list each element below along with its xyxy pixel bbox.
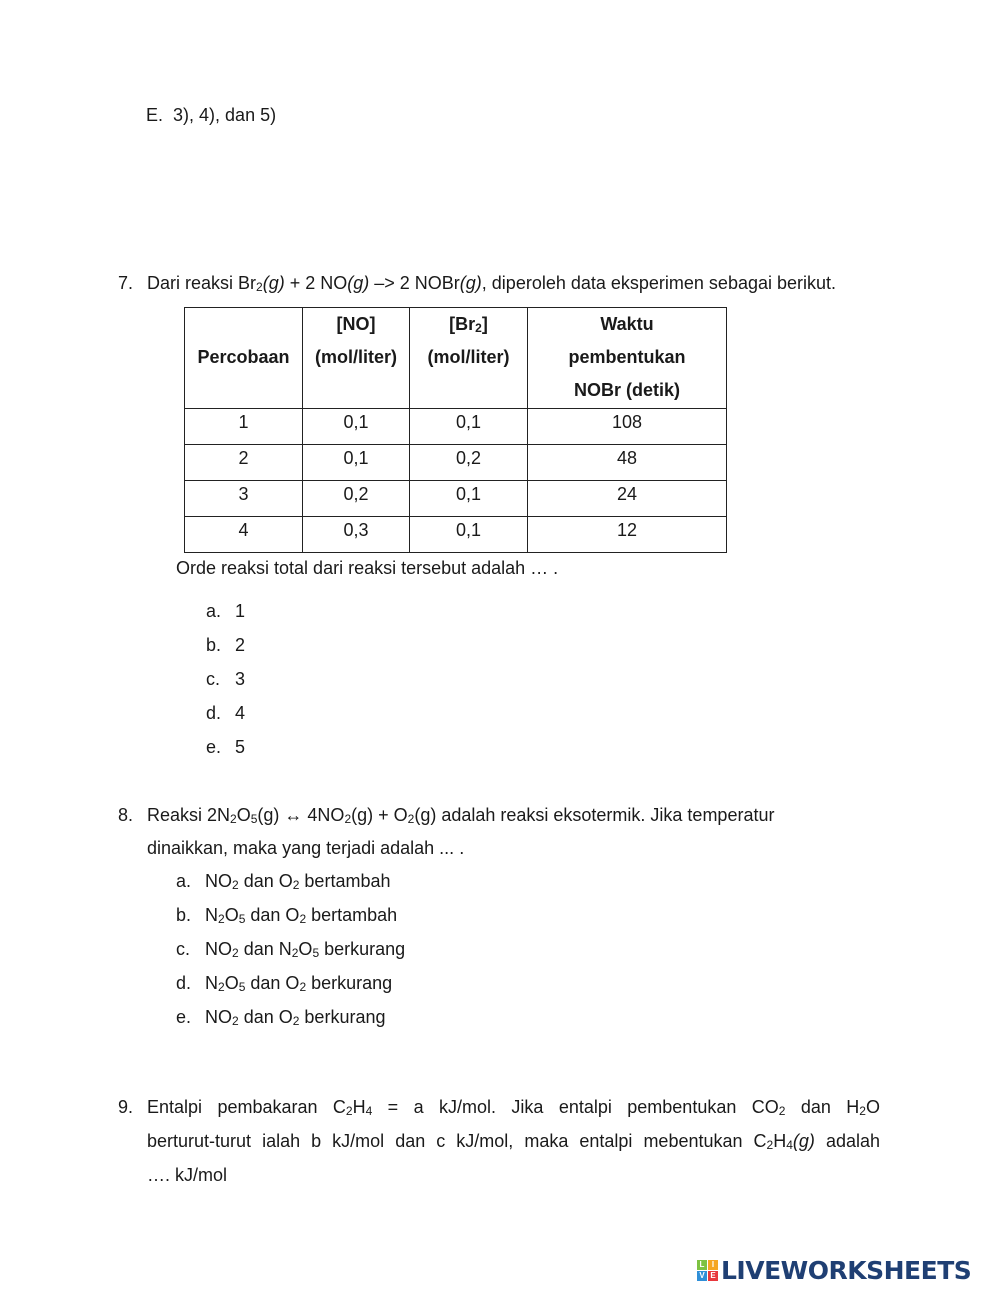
logo-block: L (697, 1260, 707, 1270)
text-segment: NO (205, 1007, 232, 1027)
question-9-line-3: …. kJ/mol (147, 1165, 228, 1185)
table-cell: 2 (185, 445, 303, 481)
experiment-table (184, 307, 727, 553)
subscript: 5 (238, 912, 246, 926)
subscript: 2 (299, 980, 307, 994)
table-cell: 0,2 (303, 481, 410, 517)
table-cell: 48 (528, 445, 727, 481)
table-header-row (185, 308, 727, 409)
subscript: 2 (859, 1104, 866, 1118)
option-d[interactable] (176, 972, 393, 994)
option-letter: a. (176, 871, 192, 891)
text-segment: O (224, 905, 239, 925)
table-cell: 1 (185, 409, 303, 445)
text-segment: Dari reaksi Br (147, 273, 257, 293)
text-segment: NO (205, 871, 232, 891)
subscript: 2 (299, 912, 307, 926)
prev-option-e (146, 104, 276, 126)
text-segment: + 2 NO (284, 273, 348, 293)
subscript: 5 (312, 946, 320, 960)
option-c[interactable] (176, 938, 406, 960)
liveworksheets-logo (697, 1256, 971, 1285)
text-segment: (g) (347, 273, 370, 293)
logo-blocks-icon (697, 1260, 718, 1281)
text-segment: H (773, 1131, 787, 1151)
table-cell: 0,3 (303, 517, 410, 553)
question-9-line-1 (147, 1096, 880, 1118)
logo-block: V (697, 1271, 707, 1281)
subscript: 2 (232, 1014, 239, 1028)
option-a[interactable] (206, 600, 246, 622)
subscript: 2 (218, 980, 225, 994)
text-segment: NO (205, 939, 232, 959)
option-b[interactable] (176, 904, 398, 926)
text-segment: (g) (792, 1131, 815, 1151)
text-segment: O (236, 805, 251, 825)
text-segment: –> 2 NOBr (369, 273, 460, 293)
option-letter: d. (206, 703, 222, 723)
subscript: 2 (292, 1014, 300, 1028)
option-text (205, 870, 390, 892)
option-letter: c. (206, 669, 221, 689)
text-segment: N (205, 905, 218, 925)
question-9-line-2 (147, 1130, 880, 1152)
text-segment: berkurang (319, 939, 406, 959)
text-segment: dan O (245, 973, 300, 993)
option-d[interactable] (206, 702, 246, 724)
text-segment: O (298, 939, 313, 959)
option-letter: d. (176, 973, 192, 993)
option-c[interactable] (206, 668, 246, 690)
subscript: 2 (232, 946, 239, 960)
option-letter: E. (146, 105, 164, 125)
option-text (205, 1006, 385, 1028)
text-segment: (g) ↔ 4NO (257, 805, 345, 825)
text-segment: berturut-turut ialah b kJ/mol dan c kJ/mol, maka entalpi mebentukan C (147, 1131, 767, 1151)
text-segment: O (224, 973, 239, 993)
subscript: 4 (786, 1138, 793, 1152)
subscript: 2 (218, 912, 225, 926)
text-segment: (g) (262, 273, 285, 293)
table-cell: 0,1 (410, 409, 528, 445)
subscript: 2 (778, 1104, 786, 1118)
option-letter: c. (176, 939, 191, 959)
text-segment: Entalpi pembakaran C (147, 1097, 346, 1117)
question-7-prompt: Orde reaksi total dari reaksi tersebut adalah … . (176, 558, 559, 578)
option-text: 1 (235, 601, 246, 621)
header-br2: $[Br_2]$ (mol/liter) (410, 308, 528, 409)
table-cell: 12 (528, 517, 727, 553)
text-segment: (g) adalah reaksi eksotermik. Jika temperatur (414, 805, 775, 825)
text-segment: N (205, 973, 218, 993)
text-segment: dan O (245, 905, 300, 925)
text-segment: [Br (449, 314, 476, 334)
header-no: [NO] (mol/liter) (303, 308, 410, 409)
option-letter: e. (176, 1007, 192, 1027)
question-number-8: 8. (118, 805, 134, 825)
logo-block: E (708, 1271, 718, 1281)
table-cell: 0,2 (410, 445, 528, 481)
subscript: 2 (407, 812, 415, 826)
text-segment: (g) (459, 273, 482, 293)
logo-block: I (708, 1260, 718, 1270)
subscript: 5 (238, 980, 246, 994)
text-segment: H (352, 1097, 366, 1117)
option-text: 4 (235, 703, 246, 723)
header-waktu: Waktu pembentukan NOBr (detik) (528, 308, 727, 409)
table-row (185, 517, 727, 553)
subscript: 2 (232, 878, 239, 892)
option-text: 5 (235, 737, 246, 757)
option-letter: b. (176, 905, 192, 925)
text-segment: dan N (238, 939, 292, 959)
table-row (185, 445, 727, 481)
table-cell: 0,1 (303, 445, 410, 481)
question-8-line-1 (147, 804, 774, 826)
question-number-7: 7. (118, 273, 134, 293)
text-segment: bertambah (299, 871, 391, 891)
subscript: 5 (250, 812, 258, 826)
option-letter: b. (206, 635, 222, 655)
subscript: 2 (230, 812, 237, 826)
header-percobaan (185, 308, 303, 409)
option-text: 3), 4), dan 5) (173, 105, 277, 125)
question-7-stem (147, 272, 836, 294)
subscript: 2 (344, 812, 352, 826)
text-segment: O (865, 1097, 880, 1117)
table-cell: 0,1 (303, 409, 410, 445)
text-segment: [NO] (336, 314, 376, 334)
option-e[interactable] (176, 1006, 386, 1028)
text-segment: Percobaan (197, 347, 290, 367)
text-segment: berkurang (299, 1007, 386, 1027)
option-text (205, 938, 405, 960)
text-segment: dan H (785, 1097, 860, 1117)
text-segment: Waktu (600, 314, 654, 334)
text-segment: bertambah (306, 905, 398, 925)
option-a[interactable] (176, 870, 391, 892)
table-cell: 0,1 (410, 517, 528, 553)
table-row (185, 409, 727, 445)
table-cell: 3 (185, 481, 303, 517)
option-b[interactable] (206, 634, 246, 656)
option-text (205, 972, 392, 994)
text-segment: berkurang (306, 973, 393, 993)
question-number-9: 9. (118, 1097, 134, 1117)
subscript: 2 (345, 1104, 353, 1118)
text-segment: adalah (814, 1131, 881, 1151)
subscript: 2 (291, 946, 299, 960)
subscript: 2 (292, 878, 300, 892)
subscript: 2 (475, 321, 482, 335)
subscript: 4 (365, 1104, 373, 1118)
text-segment: Reaksi 2N (147, 805, 231, 825)
text-segment: = a kJ/mol. Jika entalpi pembentukan CO (372, 1097, 779, 1117)
text-segment: , diperoleh data eksperimen sebagai berikut. (481, 273, 837, 293)
table-cell: 24 (528, 481, 727, 517)
text-segment: ] (481, 314, 488, 334)
table-cell: 108 (528, 409, 727, 445)
subscript: 2 (256, 280, 263, 294)
table-cell: 4 (185, 517, 303, 553)
table-cell: 0,1 (410, 481, 528, 517)
question-8-line-2: dinaikkan, maka yang terjadi adalah ... . (147, 838, 465, 858)
logo-text: LIVEWORKSHEETS (721, 1256, 972, 1285)
option-text: 3 (235, 669, 246, 689)
subscript: 2 (766, 1138, 774, 1152)
table-row (185, 481, 727, 517)
text-segment: (g) + O (351, 805, 408, 825)
option-text (205, 904, 397, 926)
text-segment: dan O (238, 871, 293, 891)
option-e[interactable] (206, 736, 246, 758)
text-segment: dan O (238, 1007, 293, 1027)
option-text: 2 (235, 635, 246, 655)
option-letter: e. (206, 737, 222, 757)
option-letter: a. (206, 601, 222, 621)
